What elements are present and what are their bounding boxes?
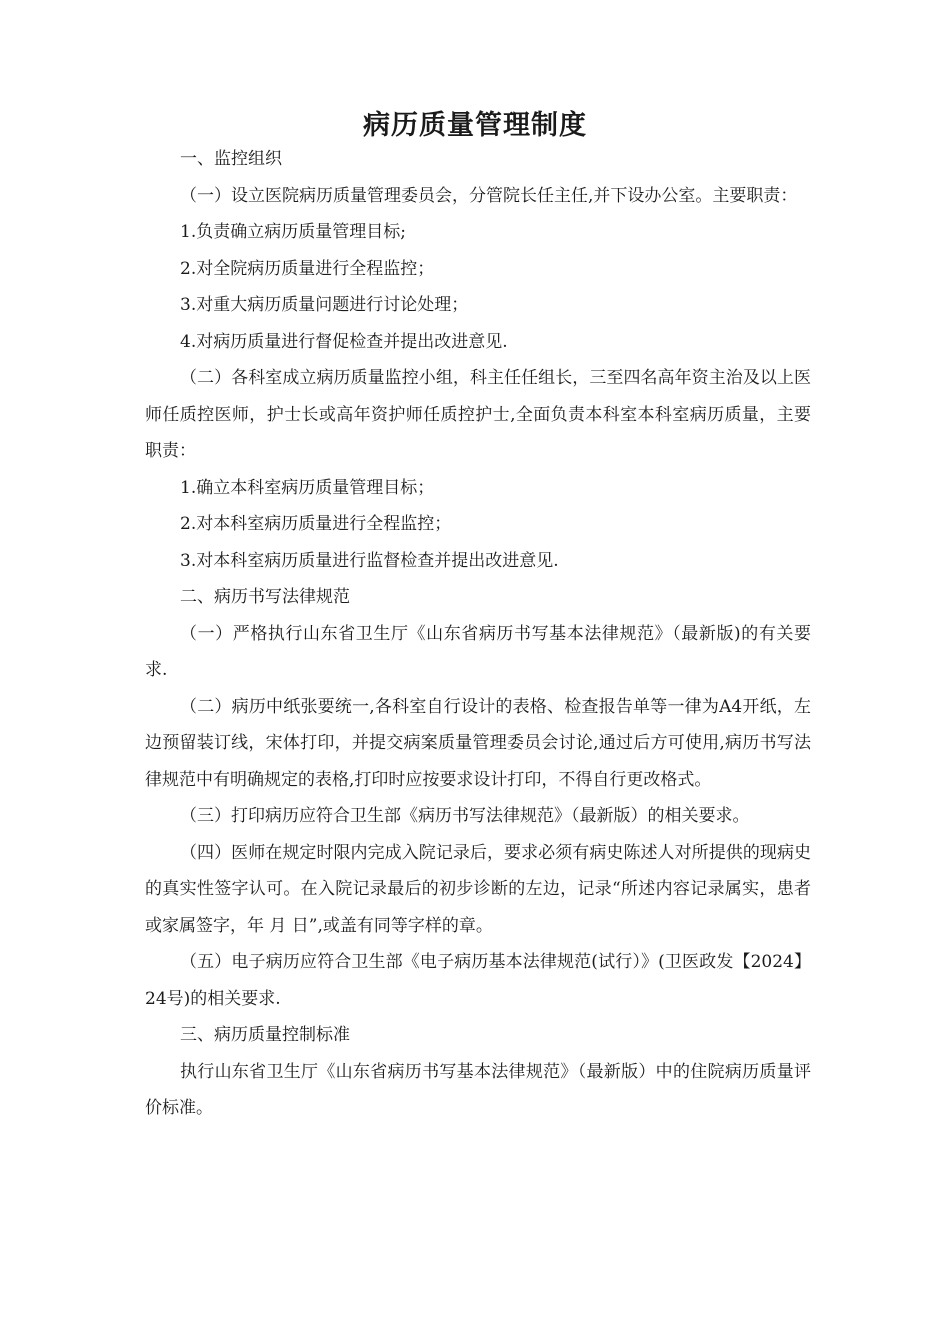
document-title: 病历质量管理制度 [363,110,587,142]
section-heading-2: 二、病历书写法律规范 [180,587,350,607]
list-item: 3.对重大病历质量问题进行讨论处理； [180,295,469,315]
paragraph-2-2: （二）病历中纸张要统一,各科室自行设计的表格、检查报告单等一律为A4开纸，左边预留装订线，宋体打印，并提交病案质量管理委员会讨论,通过后方可使用,病历书写法律规范中有明确规定的表格,打印时应按要求设计打印，不得自行更改格式。 [145,696,811,790]
list-item: 1.确立本科室病历质量管理目标； [180,477,435,498]
list-item: 4.对病历质量进行督促检查并提出改进意见. [180,331,508,352]
paragraph-1-2: （二）各科室成立病历质量监控小组，科主任任组长，三至四名高年资主治及以上医师任质控医师，护士长或高年资护师任质控护士,全面负责本科室本科室病历质量，主要职责： [145,368,811,461]
paragraph-1-1: （一）设立医院病历质量管理委员会，分管院长任主任,并下设办公室。主要职责： [180,185,798,206]
paragraph-2-3: （三）打印病历应符合卫生部《病历书写法律规范》（最新版）的相关要求。 [180,806,750,826]
section-heading-1: 一、监控组织 [180,149,282,169]
document-body [145,141,811,1127]
list-item: 3.对本科室病历质量进行监督检查并提出改进意见. [180,550,559,571]
list-item: 2.对本科室病历质量进行全程监控； [180,514,452,534]
paragraph-2-1: （一）严格执行山东省卫生厅《山东省病历书写基本法律规范》（最新版)的有关要求. [145,623,811,680]
list-item: 1.负责确立病历质量管理目标; [180,222,406,242]
section-heading-3: 三、病历质量控制标准 [180,1025,350,1045]
paragraph-2-4: （四）医师在规定时限内完成入院记录后，要求必须有病史陈述人对所提供的现病史的真实性签字认可。在入院记录最后的初步诊断的左边，记录“所述内容记录属实，患者或家属签字，年 月 日”,或盖有同等字样的章。 [145,842,811,936]
list-item: 2.对全院病历质量进行全程监控； [180,258,435,279]
paragraph-2-5: （五）电子病历应符合卫生部《电子病历基本法律规范(试行）》(卫医政发【2024】24号)的相关要求. [145,952,811,1009]
paragraph-3-1: 执行山东省卫生厅《山东省病历书写基本法律规范》（最新版）中的住院病历质量评价标准。 [145,1061,811,1118]
